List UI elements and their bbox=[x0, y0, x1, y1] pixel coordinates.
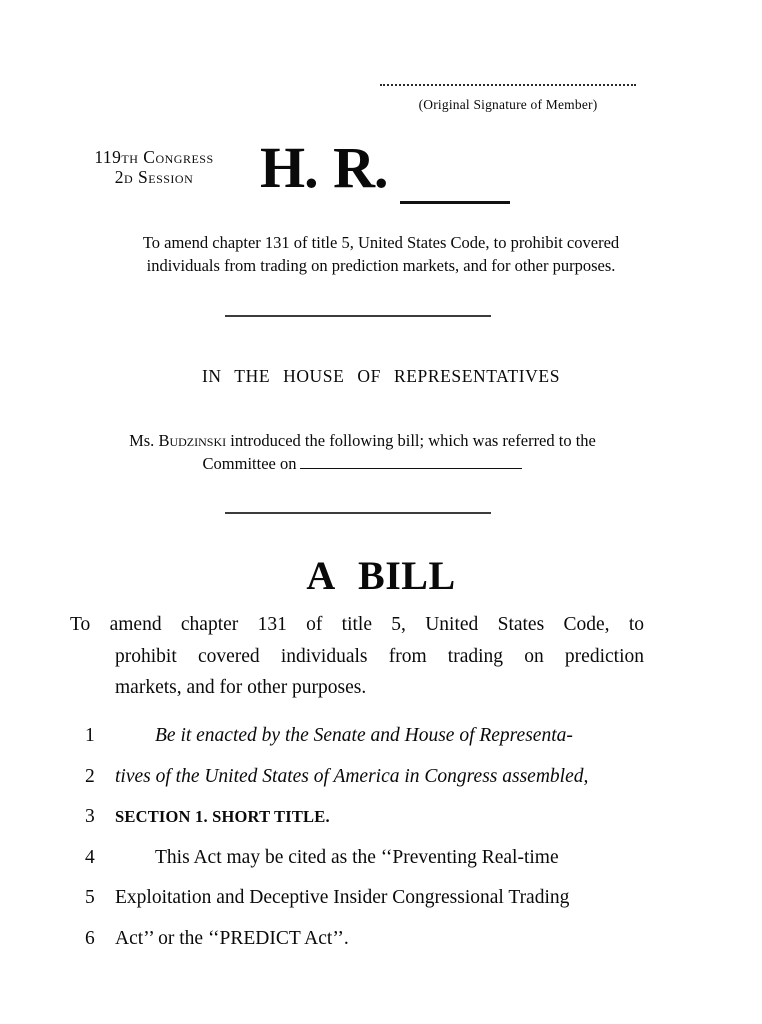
body-line bbox=[70, 838, 644, 879]
sponsor-prefix: Ms. bbox=[129, 431, 159, 450]
line-text: tives of the United States of America in Congress assembled, bbox=[115, 765, 589, 787]
preamble bbox=[93, 231, 669, 277]
bill-heading: A BILL bbox=[306, 553, 456, 598]
signature-block bbox=[380, 84, 636, 113]
line-text: Be it enacted by the Senate and House of Representa- bbox=[155, 725, 573, 746]
introduction-text: introduced the following bill; which was referred to the bbox=[226, 431, 596, 450]
long-title-line: markets, and for other purposes. bbox=[115, 677, 367, 698]
body-line bbox=[70, 716, 644, 757]
committee-label: Committee on bbox=[202, 454, 297, 473]
preamble-line: individuals from trading on prediction markets, and for other purposes. bbox=[146, 256, 616, 275]
line-text: Exploitation and Deceptive Insider Congressional Trading bbox=[115, 887, 570, 908]
preamble-line: To amend chapter 131 of title 5, United States Code, to prohibit covered bbox=[142, 233, 620, 252]
congress-session-block bbox=[68, 147, 240, 187]
session-number: 2d Session bbox=[114, 167, 194, 187]
line-text: Act’’ or the ‘‘PREDICT Act’’. bbox=[115, 927, 349, 949]
body-line bbox=[70, 878, 644, 919]
bill-number-title: H. R. bbox=[260, 135, 388, 200]
long-title-line: To amend chapter 131 of title 5, United States Code, to bbox=[70, 614, 644, 635]
body-line bbox=[70, 757, 644, 798]
body-line bbox=[70, 919, 644, 960]
long-title bbox=[70, 609, 644, 704]
chamber-line: IN THE HOUSE OF REPRESENTATIVES bbox=[201, 366, 561, 386]
line-text: SECTION 1. SHORT TITLE. bbox=[115, 807, 330, 826]
signature-dotted-line bbox=[380, 84, 636, 86]
sponsor-name: Budzinski bbox=[158, 431, 227, 450]
committee-blank-line bbox=[300, 454, 522, 469]
bill-number-blank-line bbox=[400, 201, 510, 204]
line-number: 2 bbox=[85, 765, 95, 787]
bill-body bbox=[70, 716, 644, 959]
signature-caption: (Original Signature of Member) bbox=[418, 97, 598, 112]
introduction-paragraph bbox=[75, 429, 650, 475]
long-title-line: prohibit covered individuals from trading on prediction bbox=[115, 645, 644, 667]
separator-rule-bottom bbox=[225, 512, 491, 514]
body-line bbox=[70, 797, 644, 838]
line-number: 3 bbox=[85, 806, 95, 827]
separator-rule-top bbox=[225, 315, 491, 317]
line-number: 6 bbox=[85, 927, 95, 949]
line-text: This Act may be cited as the ‘‘Preventing Real-time bbox=[155, 846, 559, 868]
line-number: 4 bbox=[85, 846, 95, 868]
congress-number: 119th Congress bbox=[94, 147, 214, 167]
line-number: 5 bbox=[85, 887, 95, 908]
line-number: 1 bbox=[85, 725, 95, 746]
